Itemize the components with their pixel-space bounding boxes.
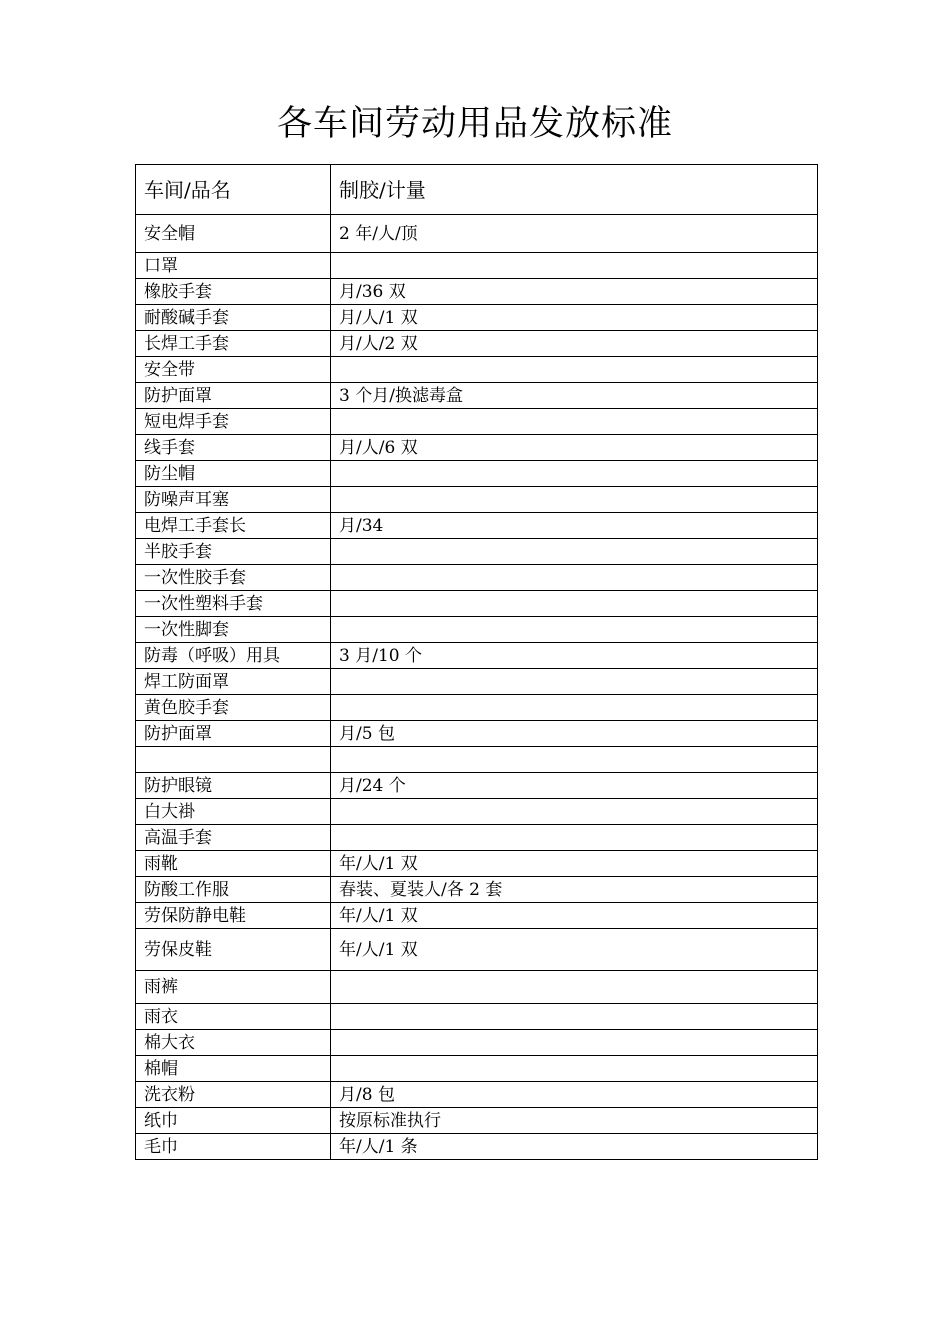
value-cell [331, 1004, 818, 1030]
table-row [136, 383, 818, 409]
value-cell: 月/人/2 双 [331, 331, 818, 357]
table-row [136, 487, 818, 513]
item-cell: 防酸工作服 [136, 877, 331, 903]
item-cell: 短电焊手套 [136, 409, 331, 435]
value-cell: 年/人/1 条 [331, 1134, 818, 1160]
table-row [136, 305, 818, 331]
table-row [136, 695, 818, 721]
item-cell: 雨靴 [136, 851, 331, 877]
item-cell: 口罩 [136, 253, 331, 279]
value-cell: 月/5 包 [331, 721, 818, 747]
item-cell: 劳保皮鞋 [136, 929, 331, 971]
table-row [136, 643, 818, 669]
table-row [136, 1108, 818, 1134]
item-cell [136, 747, 331, 773]
item-cell: 白大褂 [136, 799, 331, 825]
item-cell: 线手套 [136, 435, 331, 461]
value-cell [331, 539, 818, 565]
value-cell: 年/人/1 双 [331, 851, 818, 877]
item-cell: 洗衣粉 [136, 1082, 331, 1108]
table-row [136, 461, 818, 487]
item-cell: 安全帽 [136, 215, 331, 253]
value-cell [331, 1030, 818, 1056]
value-cell: 3 个月/换滤毒盒 [331, 383, 818, 409]
item-cell: 防噪声耳塞 [136, 487, 331, 513]
table-row [136, 617, 818, 643]
page-title: 各车间劳动用品发放标准 [276, 104, 673, 144]
value-cell: 月/36 双 [331, 279, 818, 305]
item-cell: 半胶手套 [136, 539, 331, 565]
table-row [136, 669, 818, 695]
item-cell: 雨裤 [136, 971, 331, 1004]
item-cell: 棉帽 [136, 1056, 331, 1082]
table-row [136, 331, 818, 357]
item-cell: 高温手套 [136, 825, 331, 851]
value-cell: 月/8 包 [331, 1082, 818, 1108]
item-cell: 防尘帽 [136, 461, 331, 487]
value-cell: 月/人/6 双 [331, 435, 818, 461]
item-cell: 雨衣 [136, 1004, 331, 1030]
table-row [136, 357, 818, 383]
table-row [136, 565, 818, 591]
value-cell [331, 747, 818, 773]
standard-table [135, 164, 818, 1160]
table-row [136, 903, 818, 929]
value-cell: 月/34 [331, 513, 818, 539]
item-cell: 棉大衣 [136, 1030, 331, 1056]
value-cell [331, 487, 818, 513]
value-cell: 月/24 个 [331, 773, 818, 799]
table-header-row [136, 165, 818, 215]
item-cell: 一次性塑料手套 [136, 591, 331, 617]
table-row [136, 721, 818, 747]
value-cell [331, 695, 818, 721]
value-cell [331, 409, 818, 435]
item-cell: 防护面罩 [136, 721, 331, 747]
item-cell: 一次性胶手套 [136, 565, 331, 591]
item-cell: 安全带 [136, 357, 331, 383]
value-cell: 春装、夏装人/各 2 套 [331, 877, 818, 903]
item-cell: 焊工防面罩 [136, 669, 331, 695]
value-cell: 年/人/1 双 [331, 929, 818, 971]
table-row [136, 591, 818, 617]
header-cell-value: 制胶/计量 [331, 165, 818, 215]
value-cell: 月/人/1 双 [331, 305, 818, 331]
table-row [136, 773, 818, 799]
value-cell: 3 月/10 个 [331, 643, 818, 669]
item-cell: 防毒（呼吸）用具 [136, 643, 331, 669]
value-cell [331, 565, 818, 591]
item-cell: 橡胶手套 [136, 279, 331, 305]
table-row [136, 1134, 818, 1160]
value-cell [331, 971, 818, 1004]
table-row [136, 1056, 818, 1082]
table-row [136, 435, 818, 461]
item-cell: 长焊工手套 [136, 331, 331, 357]
value-cell: 年/人/1 双 [331, 903, 818, 929]
table-row [136, 409, 818, 435]
table-row [136, 1082, 818, 1108]
value-cell [331, 253, 818, 279]
table-row [136, 825, 818, 851]
table-row [136, 851, 818, 877]
value-cell [331, 357, 818, 383]
table-row [136, 929, 818, 971]
table-row [136, 539, 818, 565]
table-row [136, 513, 818, 539]
header-cell-item: 车间/品名 [136, 165, 331, 215]
value-cell [331, 461, 818, 487]
value-cell [331, 799, 818, 825]
item-cell: 纸巾 [136, 1108, 331, 1134]
item-cell: 毛巾 [136, 1134, 331, 1160]
item-cell: 电焊工手套长 [136, 513, 331, 539]
value-cell [331, 617, 818, 643]
value-cell [331, 669, 818, 695]
value-cell: 按原标准执行 [331, 1108, 818, 1134]
item-cell: 耐酸碱手套 [136, 305, 331, 331]
table-row [136, 877, 818, 903]
table-row [136, 799, 818, 825]
table-row [136, 279, 818, 305]
item-cell: 防护眼镜 [136, 773, 331, 799]
item-cell: 黄色胶手套 [136, 695, 331, 721]
value-cell: 2 年/人/顶 [331, 215, 818, 253]
table-row [136, 1030, 818, 1056]
item-cell: 一次性脚套 [136, 617, 331, 643]
table-row [136, 1004, 818, 1030]
table-row [136, 253, 818, 279]
value-cell [331, 1056, 818, 1082]
value-cell [331, 825, 818, 851]
table-row [136, 971, 818, 1004]
item-cell: 防护面罩 [136, 383, 331, 409]
table-row [136, 215, 818, 253]
item-cell: 劳保防静电鞋 [136, 903, 331, 929]
table-row [136, 747, 818, 773]
value-cell [331, 591, 818, 617]
